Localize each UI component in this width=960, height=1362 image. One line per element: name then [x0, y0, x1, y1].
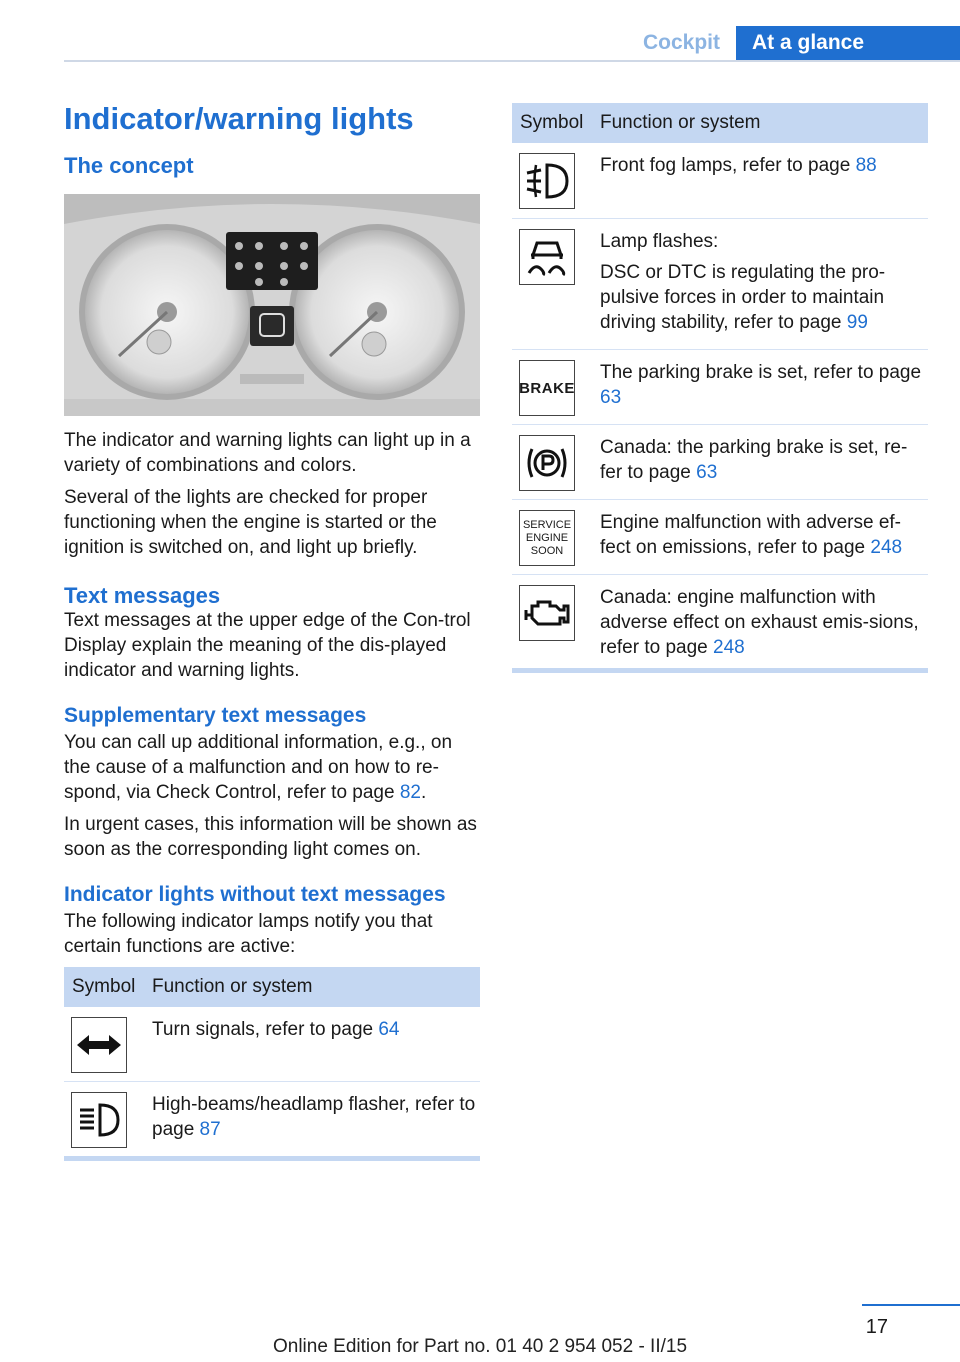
- header-chapter-tab: At a glance: [736, 26, 960, 62]
- supplementary-paragraph-1: [64, 730, 480, 805]
- symbol-column-header: Symbol: [520, 112, 584, 133]
- concept-paragraph-2: Several of the lights are checked for proper functioning when the engine is started or the ignition is switched on, and light up briefly.: [64, 487, 437, 558]
- dsc-icon: [519, 229, 575, 285]
- function-column-header: Function or system: [152, 976, 313, 997]
- table-row: [64, 1082, 480, 1156]
- row-text: The parking brake is set, refer to page: [600, 362, 922, 383]
- page-link-248[interactable]: 248: [870, 537, 903, 558]
- high-beam-icon: [71, 1092, 127, 1148]
- table-row: [512, 350, 928, 425]
- brake-icon-text: BRAKE: [519, 379, 575, 397]
- table-row: [512, 425, 928, 500]
- page-link-64[interactable]: 64: [378, 1019, 400, 1040]
- table-row: [512, 500, 928, 575]
- without-messages-paragraph: The following indicator lamps notify you that certain functions are active:: [64, 911, 433, 957]
- page-link-63[interactable]: 63: [600, 387, 622, 408]
- without-messages-heading: Indicator lights without text messages: [64, 883, 446, 906]
- left-column: [64, 100, 480, 1161]
- row-text: DSC or DTC is regulating the pro-pulsive forces in order to maintain driving stability, refer to page: [600, 262, 886, 333]
- row-line: Lamp flashes:: [600, 231, 719, 252]
- concept-heading: The concept: [64, 153, 194, 178]
- supplementary-paragraph-2: In urgent cases, this information will be shown as soon as the corresponding light comes on.: [64, 814, 477, 860]
- page-title: Indicator/warning lights: [64, 101, 414, 136]
- edition-line: Online Edition for Part no. 01 40 2 954 052 - II/15: [272, 1336, 688, 1357]
- concept-paragraph-1: The indicator and warning lights can light up in a variety of combinations and colors.: [64, 430, 471, 476]
- service-icon-line-1: SERVICE: [522, 518, 572, 531]
- brake-icon: [519, 360, 575, 416]
- table-header: [64, 967, 480, 1007]
- page-link-82[interactable]: 82: [399, 782, 421, 803]
- symbol-column-header: Symbol: [72, 976, 136, 997]
- supplementary-paragraph-1-end: .: [421, 782, 427, 803]
- front-fog-lamp-icon: [519, 153, 575, 209]
- indicator-table-left: [64, 967, 480, 1156]
- text-messages-heading: Text messages: [64, 583, 221, 608]
- right-column: [512, 103, 928, 673]
- page-link-248[interactable]: 248: [713, 637, 745, 658]
- page-link-88[interactable]: 88: [855, 155, 877, 176]
- header-section-label: Cockpit: [642, 31, 720, 54]
- parking-brake-icon: [519, 435, 575, 491]
- table-row: [512, 219, 928, 350]
- supplementary-heading: Supplementary text messages: [64, 704, 367, 727]
- page-link-87[interactable]: 87: [199, 1119, 221, 1140]
- supplementary-paragraph-1-text: You can call up additional information, e.g., on the cause of a malfunction and on how to re-spond, via Check Control, refer to page: [64, 732, 453, 803]
- page-link-63[interactable]: 63: [696, 462, 718, 483]
- row-text: Front fog lamps, refer to page: [600, 155, 856, 176]
- row-text: Turn signals, refer to page: [152, 1019, 379, 1040]
- table-header: [512, 103, 928, 143]
- service-icon-line-2: ENGINE: [525, 531, 569, 544]
- turn-signals-icon: [71, 1017, 127, 1073]
- row-text: Canada: engine malfunction with adverse effect on exhaust emis-sions, refer to page: [600, 587, 919, 658]
- footer-rule: [862, 1304, 960, 1306]
- header-rule: [64, 60, 960, 62]
- instrument-cluster-image: [64, 194, 480, 416]
- text-messages-paragraph: Text messages at the upper edge of the Con-trol Display explain the meaning of the dis-played indicator and warning lights.: [64, 610, 471, 681]
- indicator-table-right: [512, 103, 928, 668]
- instrument-cluster-drawing: [64, 194, 480, 416]
- table-row: [64, 1007, 480, 1082]
- table-row: [512, 575, 928, 668]
- row-text: High-beams/headlamp flasher, refer to page: [152, 1094, 476, 1140]
- table-end-rule: [64, 1156, 480, 1161]
- function-column-header: Function or system: [600, 112, 761, 133]
- page-number: 17: [865, 1316, 888, 1338]
- row-text: Canada: the parking brake is set, re-fer to page: [600, 437, 908, 483]
- check-engine-icon: [519, 585, 575, 641]
- table-end-rule: [512, 668, 928, 673]
- service-icon-line-3: SOON: [530, 544, 564, 557]
- row-text: Engine malfunction with adverse ef-fect on emissions, refer to page: [600, 512, 901, 558]
- page-link-99[interactable]: 99: [846, 312, 868, 333]
- table-row: [512, 143, 928, 219]
- service-engine-soon-icon: [519, 510, 575, 566]
